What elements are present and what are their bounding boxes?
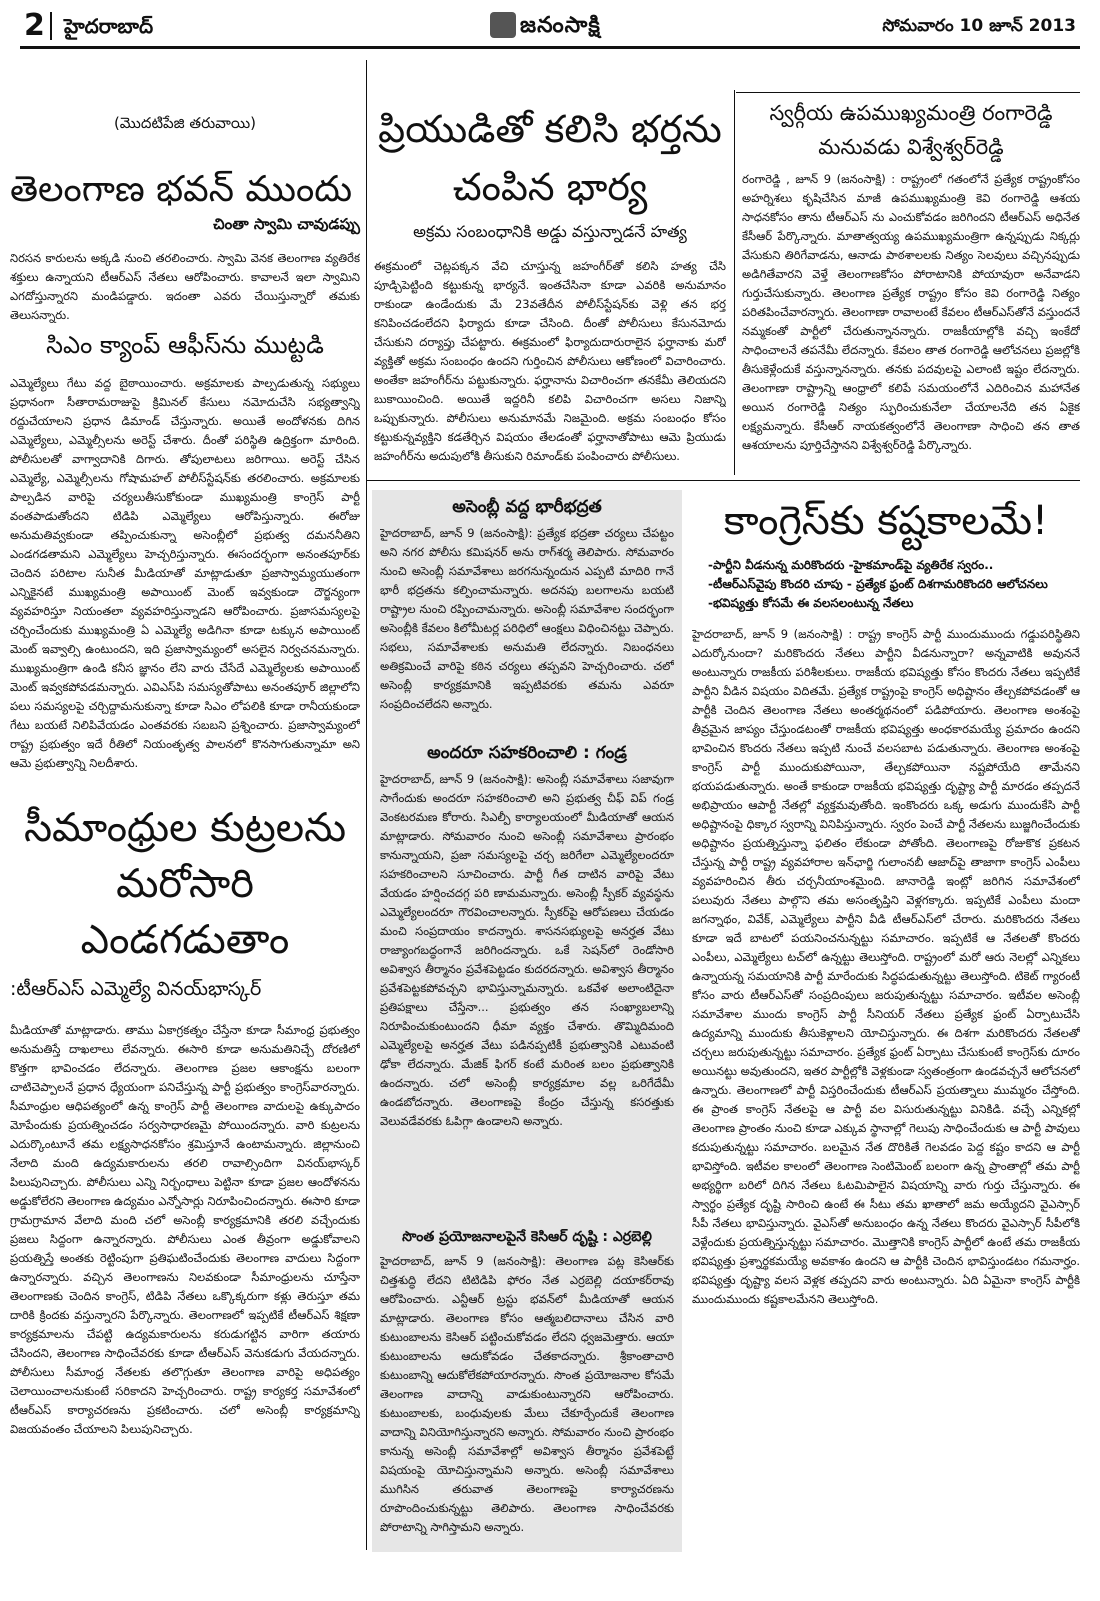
- story-rangareddy: [742, 96, 1080, 455]
- headline: ప్రియుడితో కలిసి భర్తను చంపిన భార్య: [378, 107, 722, 209]
- column-rule: [734, 90, 735, 475]
- logo-icon: [490, 12, 516, 38]
- headline: అసెంబ్లీ వద్ద భారీభద్రత: [452, 497, 602, 517]
- story-seemandhra: [10, 800, 360, 1601]
- logo-text: జనంసాక్షి: [520, 13, 601, 38]
- headline: సీమాంధ్రుల కుట్రలను మరోసారి ఎండగడుతాం: [23, 805, 347, 963]
- kickers: [692, 556, 1080, 613]
- headline: సిఎం క్యాంప్ ఆఫీస్‌ను ముట్టడి: [46, 331, 324, 359]
- continued-label: (మొదటిపేజి తరువాయి): [113, 114, 257, 132]
- story-body: హైదరాబాద్, జూన్ 9 (జనంసాక్షి): అసెంబ్లీ సమావేశాలు సజావుగా సాగేందుకు అందరూ సహకరించాలి అని ప్రభుత్వ చీఫ్ విప్ గండ్ర వెంకటరమణ కోరారు. సిఎల్పీ కార్యాలయంలో మీడియాతో ఆయన మాట్లాడారు. సోమవారం నుంచి అసెంబ్లీ సమావేశాలు ప్రారంభం కానున్నాయని, ప్రజా సమస్యలపై చర్చ జరిగేలా ఎమ్మెల్యేలందరూ సహకరించాలని సూచించారు. పార్టీ గీత దాటిన వారిపై వేటు వేయడం హర్షించదగ్గ పరి ణామమన్నారు. అసెంబ్లీ స్పీకర్ వ్యవస్థను ఎమ్మెల్యేలందరూ గౌరవించాలన్నారు. స్పీకర్‌పై ఆరోపణలు చేయడం మంచి సంప్రదాయం కాదన్నారు. శాసనసభ్యులపై అనర్హత వేటు రాజ్యాంగబద్ధంగానే జరిగిందన్నారు. ఒకే సెషన్‌లో రెండోసారి అవిశ్వాస తీర్మానం ప్రవేశపెట్టడం కుదరదన్నారు. అవిశ్వాస తీర్మానం ప్రవేశపెట్టకపోవచ్చని భావిస్తున్నామన్నారు. ఒకవేళ అలాంటిదైనా ప్రతిపక్షాలు చేస్తేనా... ప్రభుత్వం తన సంఖ్యాబలాన్ని నిరూపించుకుంటుందని ధీమా వ్యక్తం చేశారు. తొమ్మిదిమంది ఎమ్మెల్యేలపై అనర్హత వేటు పడినప్పటికీ ప్రభుత్వానికి ఎటువంటి ఢోకా లేదన్నారు. మేజిక్ ఫిగర్ కంటే మరింత బలం ప్రభుత్వానికి ఉందన్నారు. చలో అసెంబ్లీ కార్యక్రమాల వల్ల ఒరిగేదేమీ ఉండబోదన్నారు. తెలంగాణపై కేంద్రం చేస్తున్న కసరత్తుకు వెలువడేవరకు ఓపిగ్గా ఉండాలని అన్నారు.: [380, 772, 674, 1129]
- column-rule: [366, 60, 367, 1550]
- story-body: రంగారెడ్డి , జూన్ 9 (జనంసాక్షి) : రాష్ట్రంలో గతంలోనే ప్రత్యేక రాష్ట్రంకోసం అహర్నిశలు కృషిచేసిన మాజీ ఉపముఖ్యమంత్రి కెవి రంగారెడ్డి ఆశయ సాధనకోసం తాను టీఆర్ఎస్ ను ఎంచుకోవడం జరిగిందని టీఆర్ఎస్ అధినేత కేసీఆర్ పేర్కొన్నారు. మాతాత్వయ్య ఉపముఖ్యమంత్రిగా ఉన్నప్పుడు నిక్కర్లు వేసుకుని తిరిగేవాడను, ఆనాడు పాఠశాలలకు నిత్యం సెలవులు వచ్చినప్పుడు అడిగితేవారని వెళ్తే తెలంగాణకోసం పోరాటానికి పోయావురా అనేవాడని గుర్తుచేసుకున్నారు. తెలంగాణ ప్రత్యేక రాష్ట్రం కోసం కెవి రంగారెడ్డి నిత్యం పరితపించేవారన్నారు. తెలంగాణా రావాలంటే కేవలం టీఆర్ఎస్‌తోనే వస్తుందనే నమ్మకంతో పార్టీలో చేరుతున్నానన్నారు. రాజకీయాల్లోకి వచ్చి ఇంకేదో సాధించాలనే తపనేమీ లేదన్నారు. కేవలం తాత రంగారెడ్డి ఆలోచనలు ప్రజల్లోకి తీసుకెళ్లేందుకే వస్తున్నానన్నారు. తనకు పదవులపై ఎలాంటి ఇష్టం లేదన్నారు. తెలంగాణా రాష్ట్రాన్ని ఆంధ్రాలో కలిపే సమయంలోనే ఎదిరించిన మహానేత అయిన రంగారెడ్డి నిత్యం స్ఫురించుకునేలా చేయాలనేది తన ఏకైక లక్ష్యమన్నారు. కేసీఆర్ నాయకత్వంలోనే తెలంగాణా సాధించి తన తాత ఆశయాలను పూర్తిచేస్తానని విశ్వేశ్వర్‌రెడ్డి పేర్కొన్నారు.: [742, 172, 1080, 452]
- section-rule: [366, 480, 1080, 481]
- dateline: సోమవారం 10 జూన్ 2013: [882, 16, 1076, 36]
- story-body: హైదరాబాద్, జూన్ 9 (జనంసాక్షి) : రాష్ట్ర కాంగ్రెస్ పార్టీ ముందుముందు గడ్డుపరిస్థితిని ఎదుర్కోనుందా? మరికొందరు నేతలు పార్టీని వీడనున్నారా? అన్నవాటికి అవుననే అంటున్నారు రాజకీయ పరిశీలకులు. రాజకీయ భవిష్యత్తు కోసం కొందరు నేతలు ఇప్పటికే పార్టీని వీడిన విషయం విదితమే. ప్రత్యేక రాష్ట్రంపై కాంగ్రెస్ అధిష్టానం తేల్చకపోవడంతో ఆ పార్టీకి చెందిన తెలంగాణ నేతలు అంతర్మథనంలో పడిపోయారు. తెలంగాణ అంశంపై తీవ్రమైన జాప్యం చేస్తుండటంతో రాజకీయ భవిష్యత్తు అంధకారమయ్యే ప్రమాదం ఉందని భావించిన కొందరు నేతలు ఇప్పటి నుంచే వలసబాట పడుతున్నారు. తెలంగాణ అంశంపై కాంగ్రెస్ పార్టీ ముందుకుపోయినా, తేల్చకపోయినా నష్టపోయేది తామేనని భయపడుతున్నారు. అంతే కాకుండా రాజకీయ భవిష్యత్తు దృష్ట్యా పార్టీ మారడం తప్పదనే అభిప్రాయం ఆపార్టీ నేతల్లో వ్యక్తమవుతోంది. ఇంకొందరు ఒక్క అడుగు ముందుకేసి పార్టీ అధిష్టానంపై ధిక్కార స్వరాన్ని వినిపిస్తున్నారు. స్వరం పెంచే పార్టీ నేతలను బుజ్జగించేందుకు అధిష్టానం ప్రయత్నిస్తున్నా ఫలితం లేకుండా పోతోంది. తెలంగాణపై రోజుకొక ప్రకటన చేస్తున్న పార్టీ రాష్ట్ర వ్యవహారాల ఇన్‌ఛార్జి గులాంనబీ ఆజాద్‌పై తాజాగా కాంగ్రెస్ ఎంపీలు వ్యవహరించిన తీరు చర్చనీయాంశమైంది. జానారెడ్డి ఇంట్లో జరిగిన సమావేశంలో పలువురు నేతలు పాల్గొని తమ అసంతృప్తిని వెళ్లగక్కారు. ఇప్పటికే ఎంపీలు మందా జగన్నాథం, వివేక్, ఎమ్మెల్యేలు పార్టీని వీడి టీఆర్ఎస్‌లో చేరారు. మరికొందరు నేతలు కూడా ఇదే బాటలో పయనించనున్నట్టు సమాచారం. ఇప్పటికే ఆ నేతలతో కొందరు ఎంపీలు, ఎమ్మెల్యేలు టచ్‌లో ఉన్నట్టు తెలుస్తోంది. రాష్ట్రంలో మరో ఆరు నెలల్లో ఎన్నికలు ఉన్నాయన్న సమయానికి పార్టీ మారేందుకు సిద్ధపడుతున్నట్టు తెలుస్తోంది. టికెట్ గ్యారంటీ కోసం వారు టీఆర్ఎస్‌తో సంప్రదింపులు జరుపుతున్నట్టు సమాచారం. ఇటీవల అసెంబ్లీ సమావేశాల ముందు కాంగ్రెస్ పార్టీ సీనియర్ నేతలు ప్రత్యేక ఫ్రంట్ ఏర్పాటుచేసి ఉద్యమాన్ని ముందుకు తీసుకెళ్లాలని యోచిస్తున్నారు. ఈ దిశగా మరికొందరు నేతలతో చర్చలు జరుపుతున్నట్టు సమాచారం. ప్రత్యేక ఫ్రంట్ ఏర్పాటు చేసుకుంటే కాంగ్రెస్‌కు దూరం అయినట్టు అవుతుందని, ఇతర పార్టీల్లోకి వెళ్లకుండా స్వతంత్రంగా ఉండవచ్చనే ఆలోచనలో ఉన్నారు. తెలంగాణలో పార్టీ విస్తరించేందుకు టీఆర్ఎస్ ప్రయత్నాలు ముమ్మరం చేస్తోంది. ఈ ప్రాంత కాంగ్రెస్ నేతలపై ఆ పార్టీ వల విసురుతున్నట్టు వినికిడి. వచ్చే ఎన్నికల్లో తెలంగాణ ప్రాంతం నుంచి కూడా ఎక్కువ స్థానాల్లో గెలుపు సాధించేందుకు ఆ పార్టీ పావులు కదుపుతున్నట్టు సమాచారం. బలమైన నేత దొరికితే గెలవడం పెద్ద కష్టం కాదని ఆ పార్టీ భావిస్తోంది. ఇటీవల కాలంలో తెలంగాణ సెంటిమెంట్ బలంగా ఉన్న ప్రాంతాల్లో తమ పార్టీ అభ్యర్థిగా బరిలో దిగిన నేతలు ఓటమిపాలైన విషయాన్ని వారు గుర్తు చేస్తున్నారు. ఈ స్వార్థం ప్రత్యేక దృష్టి సారించి ఉంటే ఈ సీటు తమ ఖాతాలో జమ అయ్యేదని వైఎస్సార్ సీపీ నేతలు భావిస్తున్నారు. వైఎస్‌తో అనుబంధం ఉన్న నేతలు కొందరు వైఎస్సార్ సీపీలోకి వెళ్లేందుకు ప్రయత్నిస్తున్నట్టు సమాచారం. మొత్తానికి కాంగ్రెస్ పార్టీలో ఉంటే తమ రాజకీయ భవిష్యత్తు ప్రశ్నార్థకమయ్యే అవకాశం ఉందని ఆ పార్టీకి చెందిన భావిస్తుండటం గమనార్హం. భవిష్యత్తు దృష్ట్యా వలస వెళ్లక తప్పదని వారు అంటున్నారు. ఏది ఏమైనా కాంగ్రెస్ పార్టీకి ముందుముందు కష్టకాలమేనని తెలుస్తోంది.: [692, 627, 1080, 1306]
- story-body: నిరసన కారులను అక్కడి నుంచి తరలించారు. స్వామి వెనక తెలంగాణ వ్యతిరేక శక్తులు ఉన్నాయని టీఆర్ఎస్ నేతలు ఆరోపించారు. కావాలనే ఇలా స్వామిని ఎగదోస్తున్నారని మండిపడ్డారు. ఇదంతా ఎవరు చేయిస్తున్నారో తమకు తెలుసన్నారు.: [10, 251, 360, 323]
- kicker-line: -టీఆర్ఎస్‌వైపు కొందరి చూపు - ప్రత్యేక ఫ్రంట్ దిశగామరికొందరి ఆలోచనలు: [708, 577, 1048, 591]
- kicker-line: -పార్టీని వీడనున్న మరికొందరు -హైకమాండ్‌పై వ్యతిరేక స్వరం..: [708, 558, 994, 572]
- section-city: హైదరాబాద్: [64, 14, 154, 38]
- subheadline: అక్రమ సంబంధానికి అడ్డు వస్తున్నాడనే హత్య: [413, 222, 687, 241]
- story-congress-tough-times: [692, 498, 1080, 1505]
- masthead-rule: [20, 46, 1080, 49]
- headline: తెలంగాణ భవన్ ముందు: [10, 169, 353, 210]
- logo: [490, 12, 601, 43]
- story-body: ఈక్రమంలో చెట్లపక్కన వేచి చూస్తున్న జహంగీర్‌తో కలిసి హత్య చేసి పూడ్చిపెట్టింది కట్టుకున్న భార్యనే. ఇంతచేసినా కూడా ఎవరికి అనుమానం రాకుండా ఉండేందుకు మే 23వతేదీన పోలీస్‌స్టేషన్‌కు వెళ్లి తన భర్త కనిపించడంలేదని ఫిర్యాదు కూడా చేసింది. దీంతో పోలీసులు కేసునమోదు చేసుకుని దర్యాప్తు చేపట్టారు. ఈక్రమంలో ఫిర్యాదుదారురాలైన ఫర్హానాకు మరో వ్యక్తితో అక్రమ సంబంధం ఉందని గుర్తించిన పోలీసులు ఆకోణంలో విచారించారు. అంతేకా జహంగీర్‌ను పట్టుకున్నారు. ఫర్హానాను విచారించగా తనకేమీ తెలియదని బుకాయించింది. అయితే ఇద్దరినీ కలిపి విచారించగా అసలు నిజాన్ని ఒప్పుకున్నారు. పోలీసులు అనుమానమే నిజమైంది. అక్రమ సంబంధం కోసం కట్టుకున్నవ్యక్తిని కడతేర్చిన విషయం తేలడంతో ఫర్హానాతోపాటు ఆమె ప్రియుడు జహంగీర్‌ను అదుపులోకి తీసుకుని రిమాండ్‌కు పంపించారు పోలీసులు.: [374, 259, 726, 463]
- story-errabelli: [380, 1228, 674, 1552]
- masthead: [20, 8, 1080, 44]
- headline: స్వర్గీయ ఉపముఖ్యమంత్రి రంగారెడ్డి మనువడు విశ్వేశ్వర్‌రెడ్డి: [769, 101, 1053, 159]
- subheadline: చింతా స్వామి చావుడప్పు: [213, 215, 360, 234]
- gray-sidebar: [372, 490, 682, 1552]
- story-body: హైదరాబాద్, జూన్ 9 (జనంసాక్షి): ప్రత్యేక భద్రతా చర్యలు చేపట్టం అని నగర పోలీసు కమిషనర్ అను రాగ్‌శర్మ తెలిపారు. సోమవారం నుంచి అసెంబ్లీ సమావేశాలు జరగనున్నందున ఎప్పటి మాదిరి గానే భారీ భద్రతను కల్పించామన్నారు. అదనపు బలగాలను బయటి రాష్ట్రాల నుంచి రప్పించామన్నారు. అసెంబ్లీ సమావేశాల సందర్భంగా అసెంబ్లీకి కేవలం కిలోమీటర్ల పరిధిలో ఆంక్షలు విధించినట్టు చెప్పారు. సభలు, సమావేశాలకు అనుమతి లేదన్నారు. నిబంధనలు అతిక్రమించే వారిపై కఠిన చర్యలు తప్పవని హెచ్చరించారు. చలో అసెంబ్లీ కార్యక్రమానికి ఇప్పటివరకు తమను ఎవరూ సంప్రదించలేదని అన్నారు.: [380, 526, 674, 712]
- kicker-line: -భవిష్యత్తు కోసమే ఈ వలసలంటున్న నేతలు: [708, 596, 914, 610]
- story-gandra: [380, 742, 674, 1235]
- masthead-divider: [50, 12, 52, 40]
- box-top-rule: [736, 92, 1080, 93]
- subheadline: :టీఆర్ఎస్ ఎమ్మెల్యే వినయ్‌భాస్కర్: [10, 978, 262, 1000]
- story-telangana-bhavan: [10, 168, 360, 337]
- continued-label-wrap: [10, 114, 360, 136]
- page-number: 2: [24, 8, 45, 43]
- story-body: హైదరాబాద్, జూన్ 9 (జనంసాక్షి): తెలంగాణ పట్ల కెసిఆర్‌కు చిత్తశుద్ధి లేదని టిటిడిపి ఫోరం నేత ఎర్రబెల్లి దయాకర్‌రావు ఆరోపించారు. ఎన్టీఆర్ ట్రస్టు భవన్‌లో మీడియాతో ఆయన మాట్లాడారు. తెలంగాణ కోసం ఆత్మబలిదానాలు చేసిన వారి కుటుంబాలను కెసిఆర్ పట్టించుకోవడం లేదని ధ్వజమెత్తారు. ఆయా కుటుంబాలను ఆదుకోవడం చేతకాదన్నారు. శ్రీకాంతాచారి కుటుంబాన్ని ఆదుకోలేకపోయారన్నారు. సొంత ప్రయోజనాల కోసమే తెలంగాణ వాదాన్ని వాడుకుంటున్నారని ఆరోపించారు. కుటుంబాలకు, బంధువులకు మేలు చేకూర్చేందుకే తెలంగాణ వాదాన్ని వినియోగిస్తున్నారని అన్నారు. సోమవారం నుంచి ప్రారంభం కానున్న అసెంబ్లీ సమావేశాల్లో అవిశ్వాస తీర్మానం ప్రవేశపెట్టే విషయంపై యోచిస్తున్నామని అన్నారు. అసెంబ్లీ సమావేశాలు ముగిసిన తరువాత తెలంగాణపై కార్యాచరణను రూపొందించుకున్నట్టు తెలిపారు. తెలంగాణ సాధించేవరకు పోరాటాన్ని సాగిస్తామని అన్నారు.: [380, 1254, 674, 1535]
- story-cm-camp: [10, 330, 360, 824]
- story-assembly-security: [380, 496, 674, 754]
- headline: అందరూ సహకరించాలి : గండ్ర: [427, 743, 627, 763]
- story-body: ఎమ్మెల్యేలు గేటు వద్ద బైఠాయించారు. అక్రమాలకు పాల్పడుతున్న సభ్యులు ప్రధానంగా సీతారామరాజుపై క్రిమినల్ కేసులు నమోదుచేసి సభ్యత్వాన్ని రద్దుచేయాలని ప్రధాన డిమాండ్ చేస్తున్నారు. అయితే అందోళనకు దిగిన ఎమ్మెల్యేలు, ఎమ్మెల్సీలను అరెస్ట్ చేశారు. దీంతో పరిస్థితి ఉద్రిక్తంగా మారింది. పోలీసులతో వాగ్వాదానికి దిగారు. తోపులాటలు జరిగాయి. అరెస్ట్ చేసిన ఎమ్మెల్యే, ఎమ్మెల్సీలను గోషామహల్ పోలీస్‌స్టేషన్‌కు తరలించారు. అక్రమాలకు పాల్పడిన వారిపై చర్యలుతీసుకోకుండా ముఖ్యమంత్రి కాంగ్రెస్ పార్టీ వంతపాడుతోందని టిడిపి ఎమ్మెల్యేలు ఆరోపిస్తున్నారు. ఈరోజు అనుమతివ్వకుండా తప్పించుకున్నా అసెంబ్లీలో ప్రభుత్వ దమననీతిని ఎండగడతామని ఎమ్మెల్యేలు హెచ్చరిస్తున్నారు. ఈసందర్భంగా అనంతపూర్‌కు చెందిన పరిటాల సునీత మీడియాతో మాట్లాడుతూ ప్రజాస్వామ్యయుతంగా ఎన్నికైనటే ముఖ్యమంత్రి అపాయింట్ మెంట్ ఇవ్వకుండా దౌర్జన్యంగా వ్యవహరిస్తూ నియంతలా వ్యవహరిస్తున్నాడని ఆరోపించారు. ప్రజాసమస్యలపై చర్చించేందుకు ముఖ్యమంత్రి ఏ ఎమ్మెల్యే అడిగినా కూడా టక్కున అపాయింట్ మెంట్ ఇవ్వాల్సి ఉంటుందని, ఇది ప్రజాస్వామ్యంలో అసలైన నిర్వచనమన్నారు. ముఖ్యమంత్రిగా ఉండి కనీస జ్ఞానం లేని వారు చేసేదే ఎమ్మెల్యేలకు అపాయింట్ మెంట్ ఇవ్వకపోవడమన్నారు. ఎవిఎస్‌పి సమస్యతోపాటు అనంతపూర్ జిల్లాలోని పలు సమస్యలపై చర్చిద్దామనుకున్నా కూడా సిఎం లోపలికి కూడా రానీయకుండా గేటు బయటే నిలిపివేయడం ఎంతవరకు సబబని ప్రశ్నించారు. ప్రజాస్వామ్యంలో రాష్ట్ర ప్రభుత్వం ఇదే రీతిలో నియంతృత్వ పాలనలో కొనసాగుతున్నామా అని ఆమె ప్రభుత్వాన్ని నిలదీశారు.: [10, 376, 360, 770]
- story-body: మీడియాతో మాట్లాడారు. తాము ఏకాగ్రకత్నం చేస్తేనా కూడా సీమాంధ్ర ప్రభుత్వం అనుమతిస్తే దాఖలాలు లేవన్నారు. ఈసారి కూడా అనుమతినిచ్చే దోరణిలో కొత్తగా భావించడం లేదన్నారు. తెలంగాణ ప్రజల ఆకాంక్షను బలంగా చాటిచెప్పాలనే ప్రధాన ధ్యేయంగా పనిచేస్తున్న పార్టీ ప్రభుత్వం కాంగ్రెస్‌వారన్నారు. సీమాంధ్రుల ఆధిపత్యంలో ఉన్న కాంగ్రెస్ పార్టీ తెలంగాణ వాదులపై ఉక్కుపాదం మోపేందుకు ప్రయత్నించడం సర్వసాధారణమై పోయిందన్నారు. వారి కుట్రలను ఎదుర్కొంటూనే తమ లక్ష్యసాధనకోసం శ్రమిస్తూనే ఉంటామన్నారు. జిల్లానుంచి నేలాది మంది ఉద్యమకారులను తరలి రావాల్సిందిగా వినయ్‌భాస్కర్ పిలుపునిచ్చారు. పోలీసులు ఎన్ని నిర్బంధాలు పెట్టినా కూడా ప్రజల ఆందోళనను అడ్డుకోలేరని తెలంగాణ ఉద్యమం ఎన్నోసార్లు నిరూపించిందన్నారు. ఈసారి కూడా గ్రామగ్రామాన వేలాది మంది చలో అసెంబ్లీ కార్యక్రమానికి తరలి వచ్చేందుకు ప్రజలు సిద్దంగా ఉన్నారన్నారు. పోలీసులు ఎంత తీవ్రంగా అడ్డుకోవాలని ప్రయత్నిస్తే అంతకు రెట్టింపుగా ప్రతిఘటించేందుకు తెలంగాణ వాదులు సిద్దంగా ఉన్నారన్నారు. వచ్చిన తెలంగాణను నిలవకుండా సీమాంధ్రులను చూస్తేనా తెలంగాణకు చెందిన కాంగ్రెస్, టిడిపి నేతలు ఒక్కొక్కరుగా కళ్లు తెరుస్తూ తమ దారికి క్రిందకు వస్తున్నారని పేర్కొన్నారు. తెలంగాణలో ఇప్పటికే టీఆర్ఎస్ శిక్షణా కార్యక్రమాలను చేపట్టి ఉద్యమకారులను కరుడుగట్టిన వారిగా తయారు చేసిందని, తెలంగాణ సాధించేవరకు కూడా టీఆర్ఎస్ వెనుకడుగు వేయదన్నారు. పోలీసులు సీమాంధ్ర నేతలకు తలొగ్గుతూ తెలంగాణ వారిపై అధిపత్యం చెలాయించాలనుకుంటే సరికాదని హెచ్చరించారు. రాష్ట్ర కార్యకర్త సమావేశంలో టీఆర్ఎస్ కార్యాచరణను ప్రకటించారు. చలో అసెంబ్లీ కార్యక్రమాన్ని విజయవంతం చేయాలని పిలుపునిచ్చారు.: [10, 1023, 360, 1436]
- headline: కాంగ్రెస్‌కు కష్టకాలమే!: [723, 498, 1049, 544]
- headline: సొంత ప్రయోజనాలపైనే కెసిఆర్ దృష్టి : ఎర్రబెల్లి: [402, 1229, 652, 1245]
- story-wife-murder: [374, 100, 726, 467]
